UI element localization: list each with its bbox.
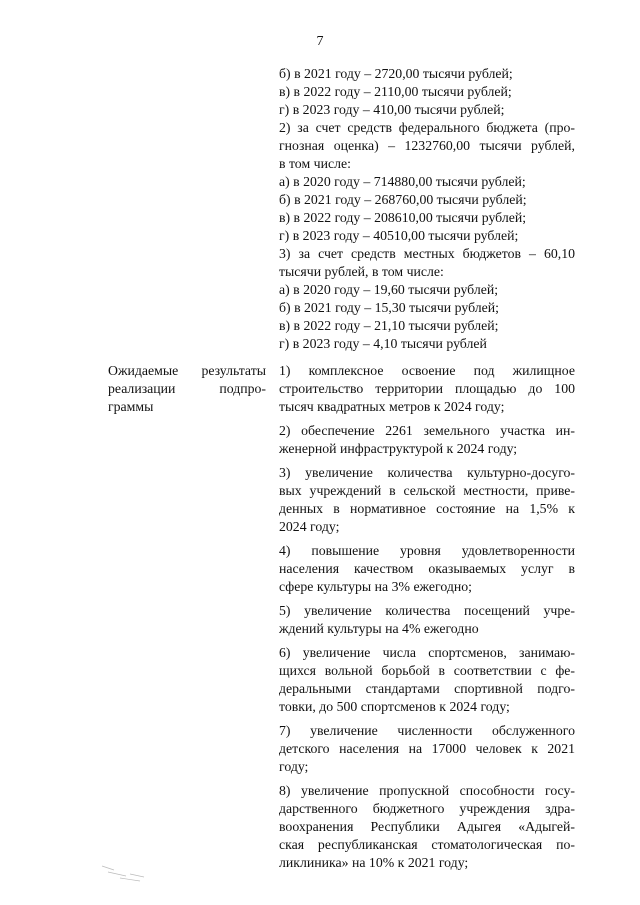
- funding-line: в том числе:: [279, 156, 351, 171]
- result-line: щихся вольной борьбой в соответствии с фе-: [279, 663, 575, 678]
- results-label: [108, 362, 266, 416]
- funding-line: а) в 2020 году – 19,60 тысячи рублей;: [279, 282, 499, 297]
- result-line: тысяч квадратных метров к 2024 году;: [279, 399, 505, 414]
- funding-line: а) в 2020 году – 714880,00 тысячи рублей;: [279, 174, 526, 189]
- result-line: вых учреждений в сельской местности, приве-: [279, 483, 575, 498]
- funding-line: б) в 2021 году – 15,30 тысячи рублей;: [279, 300, 499, 315]
- result-line: 3) увеличение количества культурно-досуго-: [279, 465, 575, 480]
- funding-line: 2) за счет средств федерального бюджета (про-: [279, 120, 575, 135]
- result-line: детского населения на 17000 человек к 2021: [279, 741, 575, 756]
- funding-line: б) в 2021 году – 2720,00 тысячи рублей;: [279, 66, 513, 81]
- result-line: 7) увеличение численности обслуженного: [279, 723, 575, 738]
- page-number: 7: [316, 34, 324, 49]
- results-label-line: Ожидаемые результаты: [108, 363, 266, 378]
- results-list: [279, 362, 575, 872]
- funding-line: в) в 2022 году – 21,10 тысячи рублей;: [279, 318, 499, 333]
- result-line: женерной инфраструктурой к 2024 году;: [279, 441, 518, 456]
- result-line: денных в нормативное состояние на 1,5% к: [279, 501, 575, 516]
- result-line: деральными стандартами спортивной подго-: [279, 681, 575, 696]
- result-line: воохранения Республики Адыгея «Адыгей-: [279, 819, 575, 834]
- result-line: ская республиканская стоматологическая по-: [279, 837, 575, 852]
- funding-line: г) в 2023 году – 40510,00 тысячи рублей;: [279, 228, 519, 243]
- funding-line: б) в 2021 году – 268760,00 тысячи рублей;: [279, 192, 527, 207]
- funding-line: гнозная оценка) – 1232760,00 тысячи рублей,: [279, 138, 575, 153]
- result-line: строительство территории площадью до 100: [279, 381, 575, 396]
- results-label-line: граммы: [108, 399, 154, 414]
- scan-artifact: [100, 862, 160, 884]
- result-line: сфере культуры на 3% ежегодно;: [279, 579, 472, 594]
- result-line: 5) увеличение количества посещений учре-: [279, 603, 575, 618]
- results-label-line: реализации подпро-: [108, 381, 266, 396]
- funding-line: в) в 2022 году – 208610,00 тысячи рублей;: [279, 210, 527, 225]
- result-line: 4) повышение уровня удовлетворенности: [279, 543, 575, 558]
- result-line: ликлиника» на 10% к 2021 году;: [279, 855, 469, 870]
- result-line: 1) комплексное освоение под жилищное: [279, 363, 575, 378]
- result-line: дарственного бюджетного учреждения здра-: [279, 801, 575, 816]
- funding-block: [279, 65, 575, 353]
- funding-line: г) в 2023 году – 4,10 тысячи рублей: [279, 336, 487, 351]
- result-line: ждений культуры на 4% ежегодно: [279, 621, 479, 636]
- funding-line: тысячи рублей, в том числе:: [279, 264, 444, 279]
- funding-line: 3) за счет средств местных бюджетов – 60,10: [279, 246, 575, 261]
- result-line: 2) обеспечение 2261 земельного участка ин-: [279, 423, 575, 438]
- result-line: 2024 году;: [279, 519, 340, 534]
- result-line: населения качеством оказываемых услуг в: [279, 561, 575, 576]
- result-line: году;: [279, 759, 309, 774]
- funding-line: г) в 2023 году – 410,00 тысячи рублей;: [279, 102, 505, 117]
- result-line: 8) увеличение пропускной способности госу-: [279, 783, 575, 798]
- result-line: товки, до 500 спортсменов к 2024 году;: [279, 699, 510, 714]
- funding-line: в) в 2022 году – 2110,00 тысячи рублей;: [279, 84, 512, 99]
- result-line: 6) увеличение числа спортсменов, занимаю-: [279, 645, 575, 660]
